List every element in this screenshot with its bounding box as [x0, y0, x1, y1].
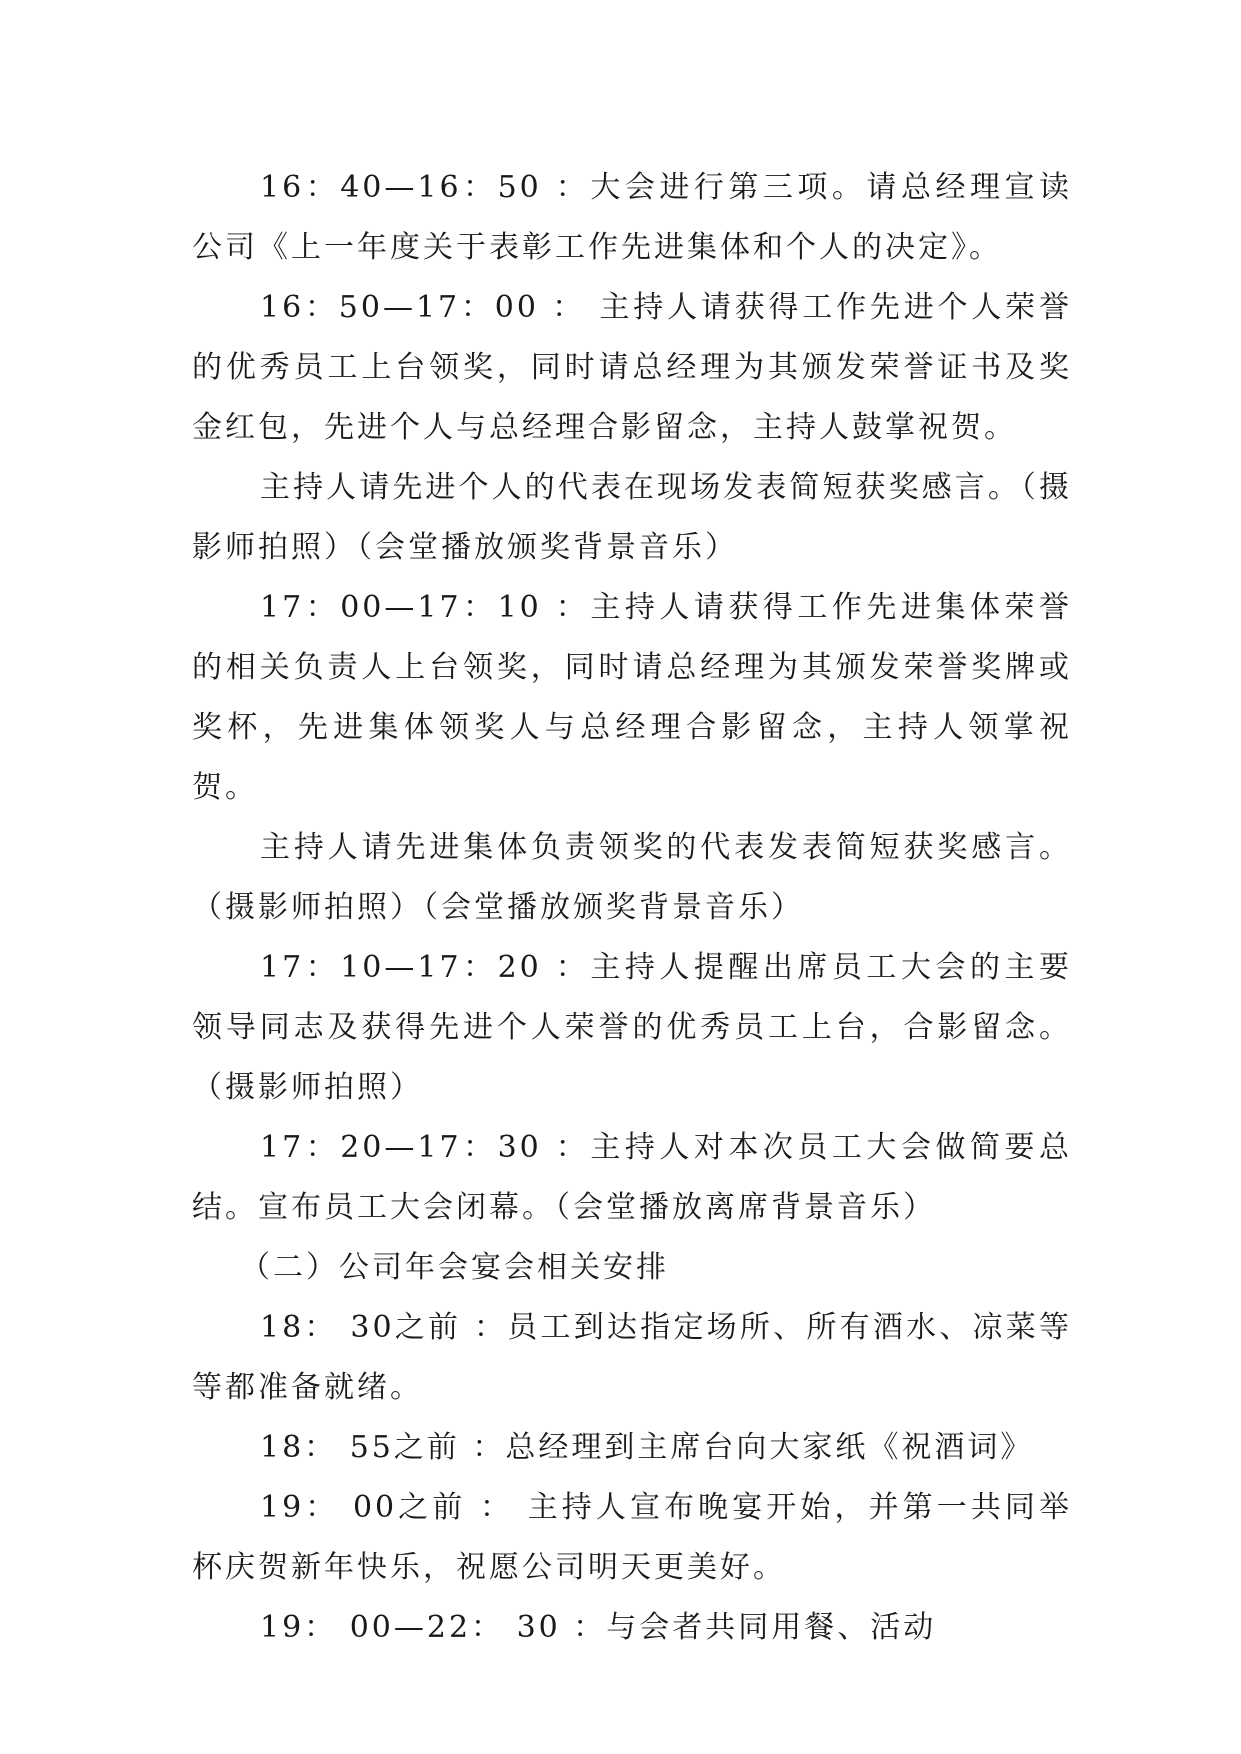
document-body	[192, 158, 1072, 1658]
paragraph-banquet-1830: 18： 30之前 ：员工到达指定场所、所有酒水、凉菜等等都准备就绪。	[192, 1310, 1072, 1405]
paragraph-agenda-1700: 17：00—17：10 ：主持人请获得工作先进集体荣誉的相关负责人上台领奖，同时请总经理为其颁发荣誉奖牌或奖杯，先进集体领奖人与总经理合影留念，主持人领掌祝贺。	[192, 590, 1072, 805]
paragraph-banquet-1900-2230: 19： 00—22： 30 ：与会者共同用餐、活动	[260, 1610, 937, 1645]
paragraph-agenda-1650: 16：50—17：00 ： 主持人请获得工作先进个人荣誉的优秀员工上台领奖，同时请总经理为其颁发荣誉证书及奖金红包，先进个人与总经理合影留念，主持人鼓掌祝贺。	[192, 290, 1072, 445]
paragraph-individual-speech: 主持人请先进个人的代表在现场发表简短获奖感言。（摄影师拍照）（会堂播放颁奖背景音乐）	[192, 470, 1072, 565]
paragraph-agenda-1640: 16：40—16：50 ：大会进行第三项。请总经理宣读公司《上一年度关于表彰工作先进集体和个人的决定》。	[192, 170, 1072, 265]
paragraph-banquet-1900: 19： 00之前 ： 主持人宣布晚宴开始，并第一共同举杯庆贺新年快乐，祝愿公司明天更美好。	[192, 1490, 1072, 1585]
paragraph-agenda-1720: 17：20—17：30 ：主持人对本次员工大会做简要总结。宣布员工大会闭幕。（会堂播放离席背景音乐）	[192, 1130, 1072, 1225]
paragraph-banquet-1855: 18： 55之前 ：总经理到主席台向大家纸《祝酒词》	[260, 1430, 1034, 1465]
paragraph-agenda-1710: 17：10—17：20 ：主持人提醒出席员工大会的主要领导同志及获得先进个人荣誉的优秀员工上台，合影留念。（摄影师拍照）	[192, 950, 1072, 1105]
paragraph-collective-speech: 主持人请先进集体负责领奖的代表发表简短获奖感言。（摄影师拍照）（会堂播放颁奖背景音乐）	[192, 830, 1072, 925]
section-heading-banquet: （二）公司年会宴会相关安排	[240, 1250, 669, 1285]
